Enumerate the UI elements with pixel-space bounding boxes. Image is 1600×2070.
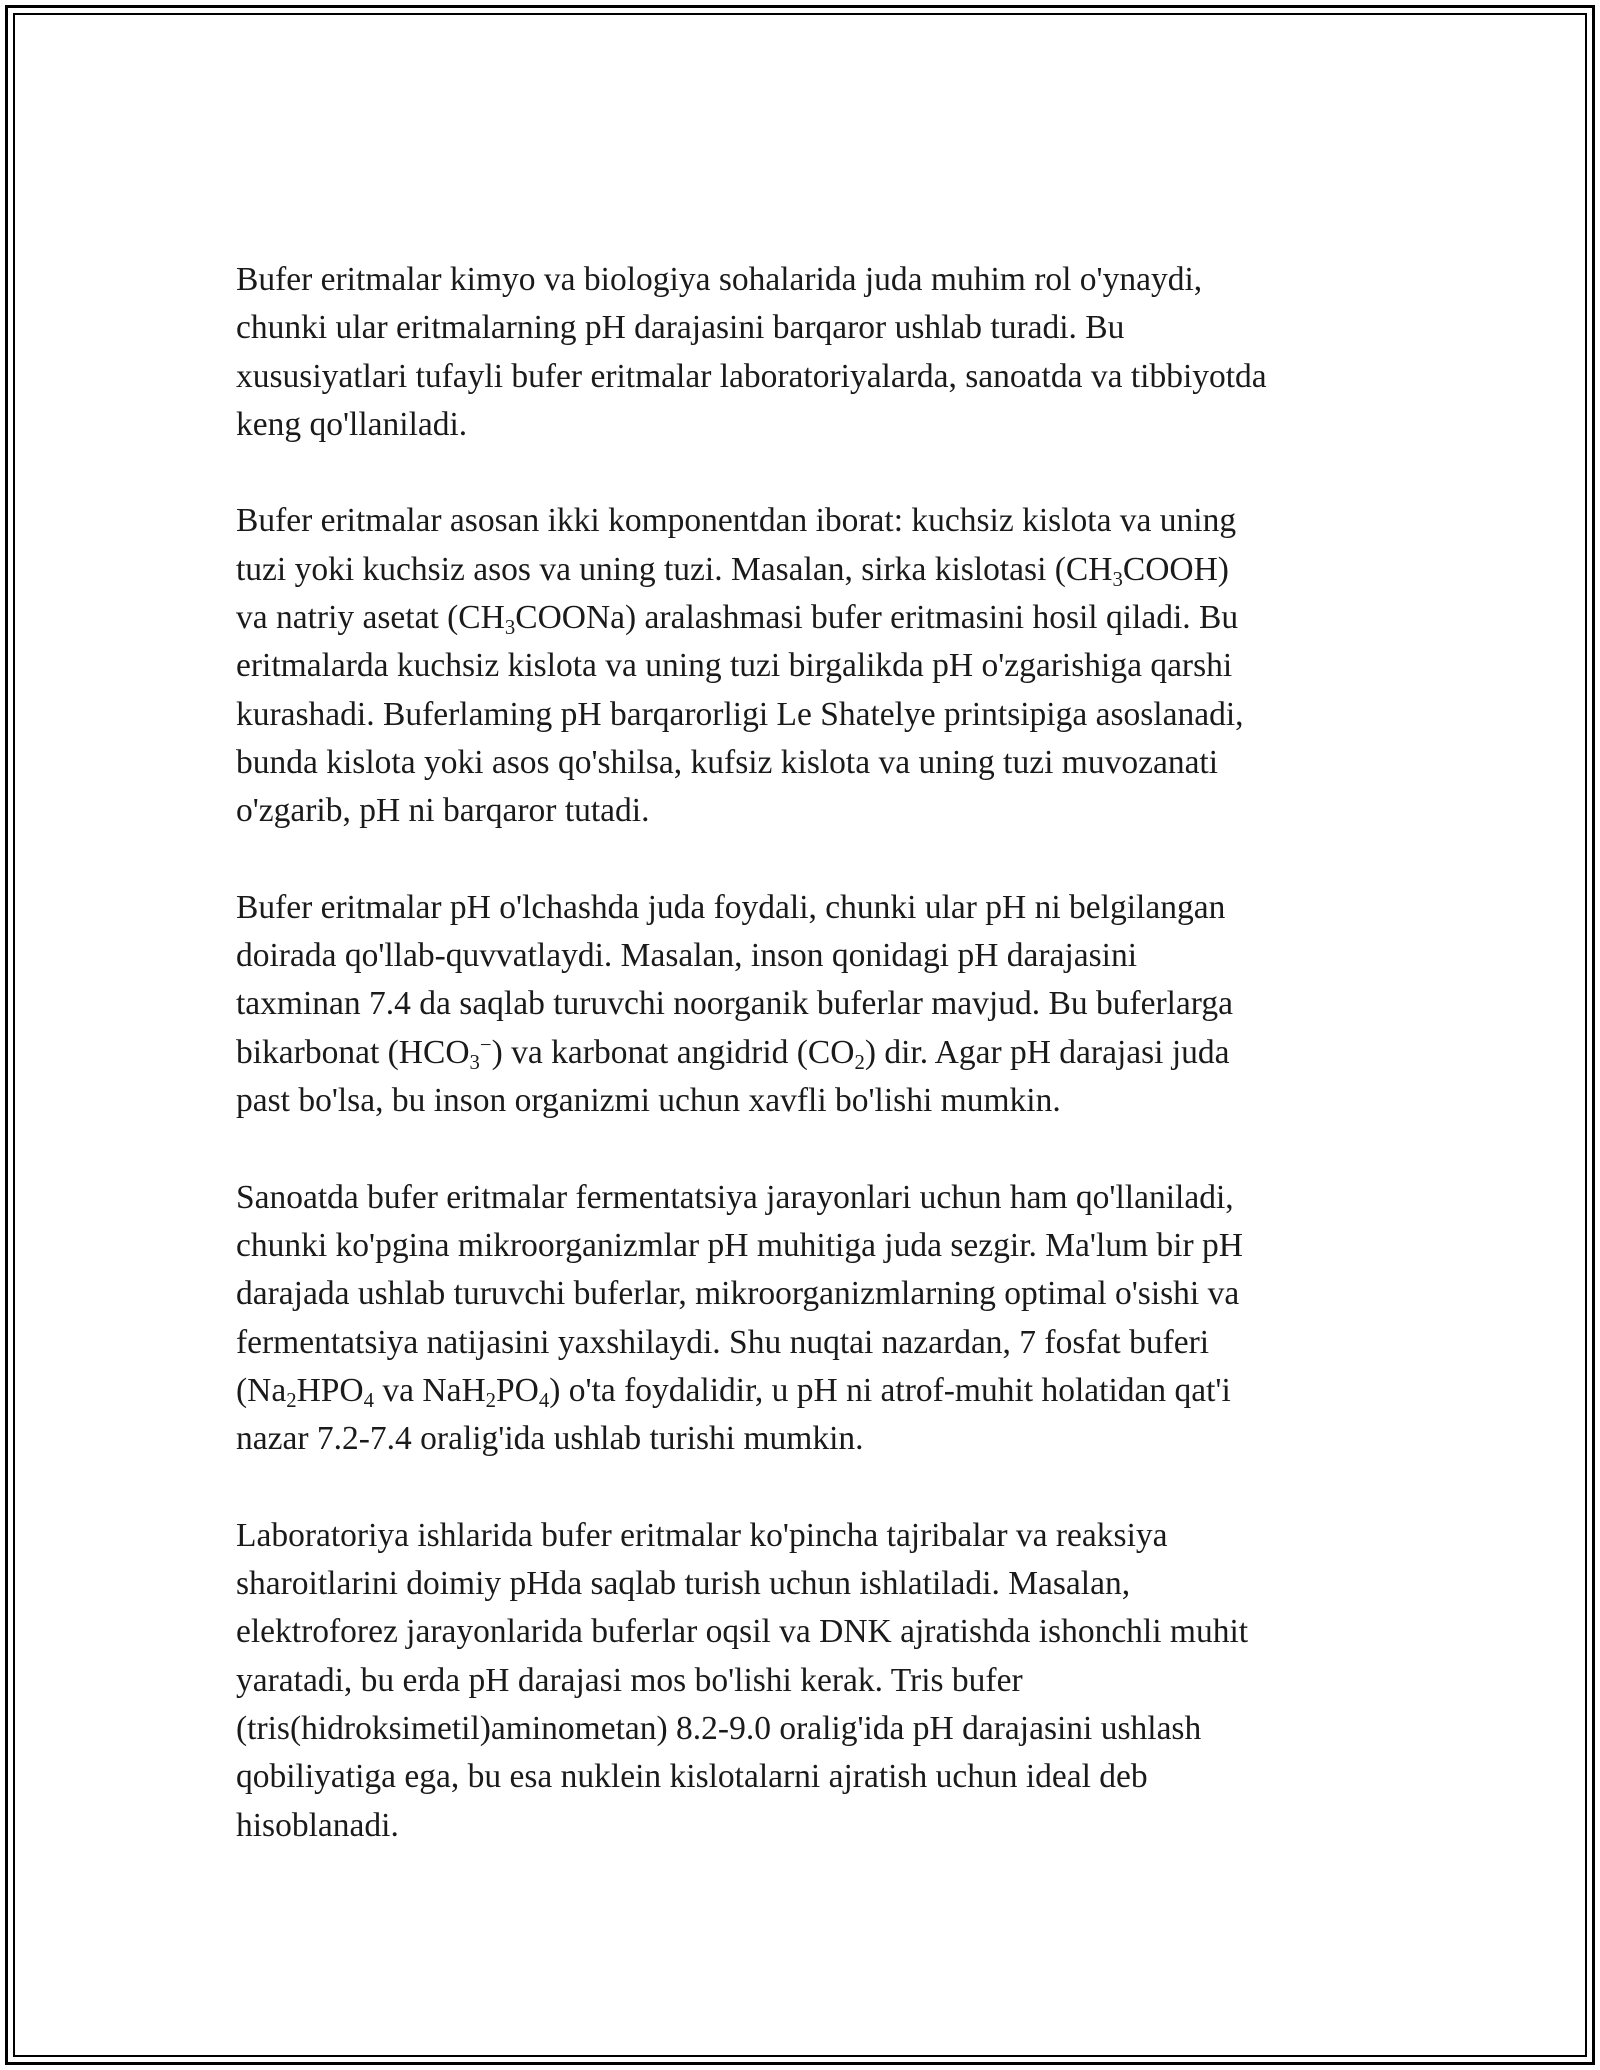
text-line: o'zgarib, pH ni barqaror tutadi. (236, 792, 650, 830)
text-line: bikarbonat $(HCO_3^-)$ va karbonat angidrid $(CO_2)$ dir. Agar pH darajasi juda (236, 1033, 1230, 1074)
text-line: (tris(hidroksimetil)aminometan) 8.2-9.0 oralig'ida pH darajasini ushlash (236, 1709, 1202, 1747)
document-body (236, 256, 1376, 1850)
text-line: doirada qo'llab-quvvatlaydi. Masalan, inson qonidagi pH darajasini (236, 937, 1138, 975)
subscript: 3 (469, 1050, 480, 1074)
text-line: Sanoatda bufer eritmalar fermentatsiya jarayonlari uchun ham qo'llaniladi, (236, 1178, 1234, 1216)
text-line: tuzi yoki kuchsiz asos va uning tuzi. Masalan, sirka kislotasi $(CH_3COOH)$ (236, 550, 1229, 591)
text-line: chunki ular eritmalarning pH darajasini barqaror ushlab turadi. Bu (236, 309, 1125, 347)
text-line: past bo'lsa, bu inson organizmi uchun xavfli bo'lishi mumkin. (236, 1082, 1061, 1120)
subscript: 2 (286, 1388, 297, 1412)
text-line: eritmalarda kuchsiz kislota va uning tuzi birgalikda pH o'zgarishiga qarshi (236, 647, 1233, 685)
text-line: nazar 7.2-7.4 oralig'ida ushlab turishi mumkin. (236, 1420, 864, 1458)
paragraph-ph-measurement (236, 884, 1376, 1125)
text-line: Bufer eritmalar pH o'lchashda juda foydali, chunki ular pH ni belgilangan (236, 888, 1226, 926)
subscript: 4 (363, 1388, 375, 1412)
text-line: darajada ushlab turuvchi buferlar, mikroorganizmlarning optimal o'sishi va (236, 1275, 1240, 1313)
text-line: bunda kislota yoki asos qo'shilsa, kufsiz kislota va uning tuzi muvozanati (236, 743, 1219, 781)
paragraph-components (236, 497, 1376, 835)
subscript: 2 (485, 1388, 497, 1412)
subscript: 4 (538, 1388, 550, 1412)
superscript: − (479, 1033, 492, 1057)
text-line: Bufer eritmalar kimyo va biologiya sohalarida juda muhim rol o'ynaydi, (236, 261, 1203, 298)
text-line: kurashadi. Buferlaming pH barqarorligi Le Shatelye printsipiga asoslanadi, (236, 695, 1244, 733)
subscript: 3 (504, 615, 516, 639)
text-line: Bufer eritmalar asosan ikki komponentdan iborat: kuchsiz kislota va uning (236, 502, 1237, 540)
text-line: Laboratoriya ishlarida bufer eritmalar ko'pincha tajribalar va reaksiya (236, 1516, 1168, 1554)
text-line: qobiliyatiga ega, bu esa nuklein kislotalarni ajratish uchun ideal deb (236, 1758, 1148, 1796)
subscript: 2 (854, 1050, 865, 1074)
text-line: taxminan 7.4 da saqlab turuvchi noorganik buferlar mavjud. Bu buferlarga (236, 985, 1233, 1023)
paragraph-intro (236, 256, 1376, 449)
text-line: xususiyatlari tufayli bufer eritmalar laboratoriyalarda, sanoatda va tibbiyotda (236, 357, 1267, 395)
text-line: hisoblanadi. (236, 1806, 399, 1844)
subscript: 3 (1112, 567, 1123, 591)
text-line: ($Na_2HPO_4$ va $NaH_2PO_4$) o'ta foydalidir, u pH ni atrof-muhit holatidan qat'i (236, 1371, 1231, 1412)
text-line: elektroforez jarayonlarida buferlar oqsil va DNK ajratishda ishonchli muhit (236, 1613, 1249, 1651)
text-line: chunki ko'pgina mikroorganizmlar pH muhitiga juda sezgir. Ma'lum bir pH (236, 1226, 1243, 1264)
text-line: keng qo'llaniladi. (236, 405, 468, 443)
text-line: yaratadi, bu erda pH darajasi mos bo'lishi kerak. Tris bufer (236, 1661, 1023, 1699)
text-line: fermentatsiya natijasini yaxshilaydi. Shu nuqtai nazardan, 7 fosfat buferi (236, 1323, 1210, 1361)
paragraph-industry (236, 1174, 1376, 1464)
text-line: sharoitlarini doimiy pHda saqlab turish uchun ishlatiladi. Masalan, (236, 1565, 1131, 1603)
text-line: va natriy asetat $(CH_3COONa)$ aralashmasi bufer eritmasini hosil qiladi. Bu (236, 599, 1239, 639)
paragraph-laboratory (236, 1512, 1376, 1850)
